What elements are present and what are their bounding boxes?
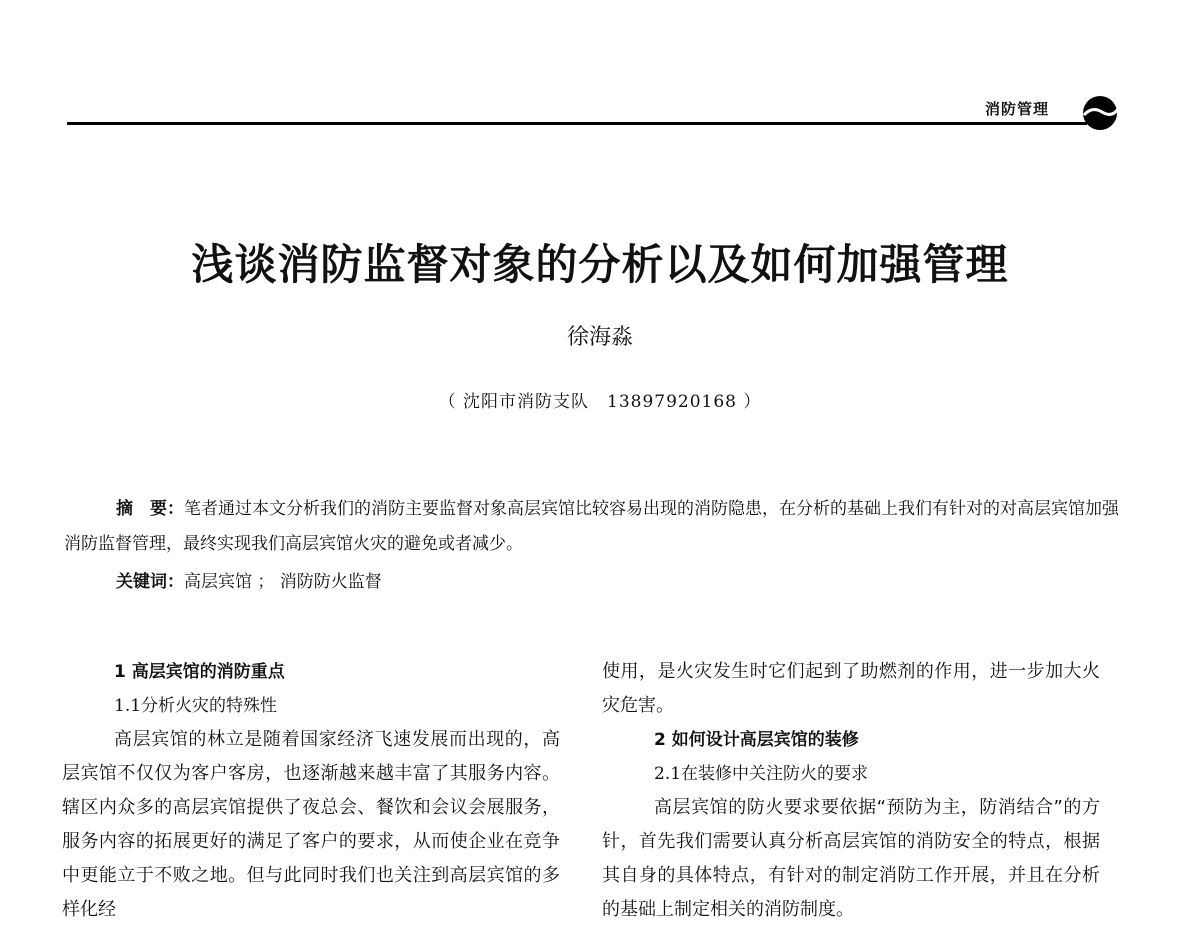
article-title: 浅谈消防监督对象的分析以及如何加强管理 [191,240,1009,289]
section-label: 消防管理 [985,100,1050,118]
abstract-text: 笔者通过本文分析我们的消防主要监督对象高层宾馆比较容易出现的消防隐患，在分析的基础上我们有针对的对高层宾馆加强消防监督管理，最终实现我们高层宾馆火灾的避免或者减少。 [64,499,1119,554]
keywords-text: 高层宾馆 ； 消防防火监督 [184,572,382,592]
abstract-label: 摘 要： [116,499,184,519]
continued-paragraph: 使用，是火灾发生时它们起到了助燃剂的作用，进一步加大火灾危害。 [602,661,1100,716]
header-rule [67,122,1087,125]
subsection-heading-2-1: 2.1在装修中关注防火的要求 [654,764,869,784]
left-column [62,655,560,927]
author-name: 徐海淼 [566,325,633,350]
keywords [116,567,382,592]
body-paragraph: 高层宾馆的防火要求要依据“预防为主，防消结合”的方针，首先我们需要认真分析高层宾馆的消防安全的特点，根据其自身的具体特点，有针对的制定消防工作开展，并且在分析的基础上制定相关的消防制度。 [602,797,1100,920]
author-affiliation: （ 沈阳市消防支队 13897920168 ） [438,392,762,412]
section-heading-1: 1 高层宾馆的消防重点 [114,662,285,682]
abstract [64,492,1124,562]
right-column [602,655,1100,927]
keywords-label: 关键词： [116,572,184,592]
journal-logo-icon [1080,94,1120,132]
body-paragraph: 高层宾馆的林立是随着国家经济飞速发展而出现的，高层宾馆不仅仅为客户客房，也逐渐越来越丰富了其服务内容。辖区内众多的高层宾馆提供了夜总会、餐饮和会议会展服务，服务内容的拓展更好的满足了客户的要求，从而使企业在竞争中更能立于不败之地。但与此同时我们也关注到高层宾馆的多样化经 [62,729,560,920]
section-heading-2: 2 如何设计高层宾馆的装修 [654,730,859,750]
subsection-heading-1-1: 1.1分析火灾的特殊性 [114,696,278,716]
